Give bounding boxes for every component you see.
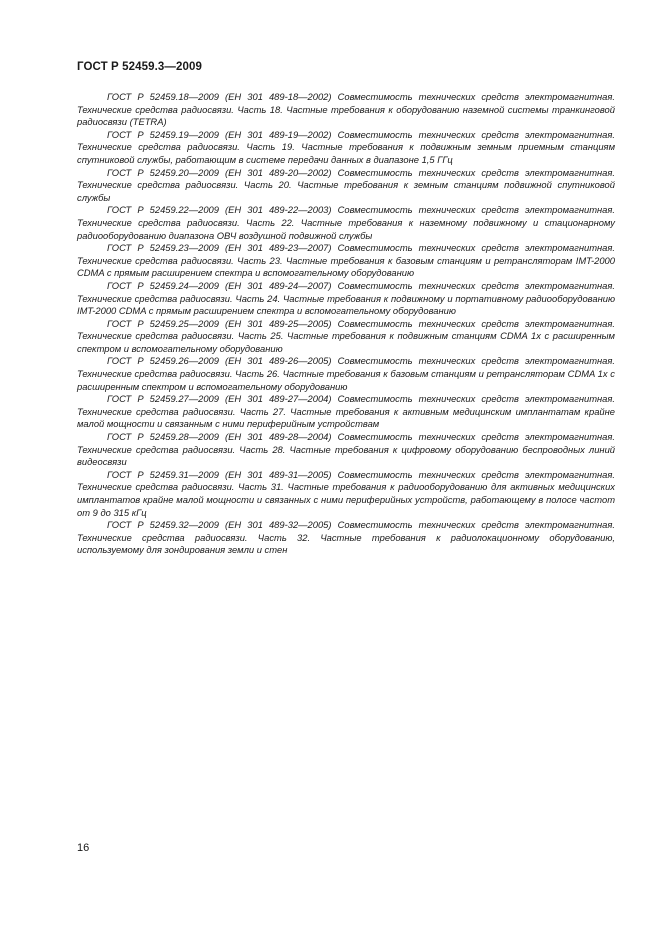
reference-entry: ГОСТ Р 52459.28—2009 (ЕН 301 489-28—2004) Совместимость технических средств электромагнитная. Технические средства радиосвязи. Часть 28. Частные требования к цифровому оборудованию беспроводных линий видеосвязи: [77, 431, 615, 468]
page-number: 16: [77, 842, 90, 854]
reference-entry: ГОСТ Р 52459.27—2009 (ЕН 301 489-27—2004) Совместимость технических средств электромагнитная. Технические средства радиосвязи. Часть 27. Частные требования к активным медицинским имплантатам крайне малой мощности и связанным с ними периферийным устройствам: [77, 393, 615, 430]
reference-list: [77, 91, 615, 557]
reference-entry: ГОСТ Р 52459.26—2009 (ЕН 301 489-26—2005) Совместимость технических средств электромагнитная. Технические средства радиосвязи. Часть 26. Частные требования к базовым станциям и ретрансляторам CDMA 1x с расширенным спектром и вспомогательному оборудованию: [77, 355, 615, 392]
reference-entry: ГОСТ Р 52459.32—2009 (ЕН 301 489-32—2005) Совместимость технических средств электромагнитная. Технические средства радиосвязи. Часть 32. Частные требования к радиолокационному оборудованию, используемому для зондирования земли и стен: [77, 519, 615, 556]
reference-entry: ГОСТ Р 52459.23—2009 (ЕН 301 489-23—2007) Совместимость технических средств электромагнитная. Технические средства радиосвязи. Часть 23. Частные требования к базовым станциям и ретрансляторам IMT-2000 CDMA с прямым расширением спектра и вспомогательному оборудованию: [77, 242, 615, 279]
reference-entry: ГОСТ Р 52459.24—2009 (ЕН 301 489-24—2007) Совместимость технических средств электромагнитная. Технические средства радиосвязи. Часть 24. Частные требования к подвижному и портативному радиооборудованию IMT-2000 CDMA с прямым расширением спектра и вспомогательному оборудованию: [77, 279, 615, 317]
reference-entry: ГОСТ Р 52459.18—2009 (ЕН 301 489-18—2002) Совместимость технических средств электромагнитная. Технические средства радиосвязи. Часть 18. Частные требования к оборудованию наземной системы транкинговой радиосвязи (TETRA): [77, 91, 615, 128]
reference-entry: ГОСТ Р 52459.22—2009 (ЕН 301 489-22—2003) Совместимость технических средств электромагнитная. Технические средства радиосвязи. Часть 22. Частные требования к наземному подвижному и стационарному радиооборудованию диапазона ОВЧ воздушной подвижной службы: [77, 204, 615, 241]
reference-entry: ГОСТ Р 52459.31—2009 (ЕН 301 489-31—2005) Совместимость технических средств электромагнитная. Технические средства радиосвязи. Часть 31. Частные требования к радиооборудованию для активных медицинских имплантатов крайне малой мощности и связанных с ними периферийных устройств, работающему в полосе частот от 9 до 315 кГц: [77, 468, 615, 518]
page-header-doc-code: ГОСТ Р 52459.3—2009: [77, 61, 202, 73]
reference-entry: ГОСТ Р 52459.20—2009 (ЕН 301 489-20—2002) Совместимость технических средств электромагнитная. Технические средства радиосвязи. Часть 20. Частные требования к земным станциям подвижной спутниковой службы: [77, 166, 615, 203]
reference-entry: ГОСТ Р 52459.19—2009 (ЕН 301 489-19—2002) Совместимость технических средств электромагнитная. Технические средства радиосвязи. Часть 19. Частные требования к подвижным земным приемным станциям спутниковой службы, работающим в системе передачи данных в диапазоне 1,5 ГГц: [77, 128, 615, 165]
reference-entry: ГОСТ Р 52459.25—2009 (ЕН 301 489-25—2005) Совместимость технических средств электромагнитная. Технические средства радиосвязи. Часть 25. Частные требования к подвижным станциям CDMA 1x с расширенным спектром и вспомогательному оборудованию: [77, 317, 615, 354]
